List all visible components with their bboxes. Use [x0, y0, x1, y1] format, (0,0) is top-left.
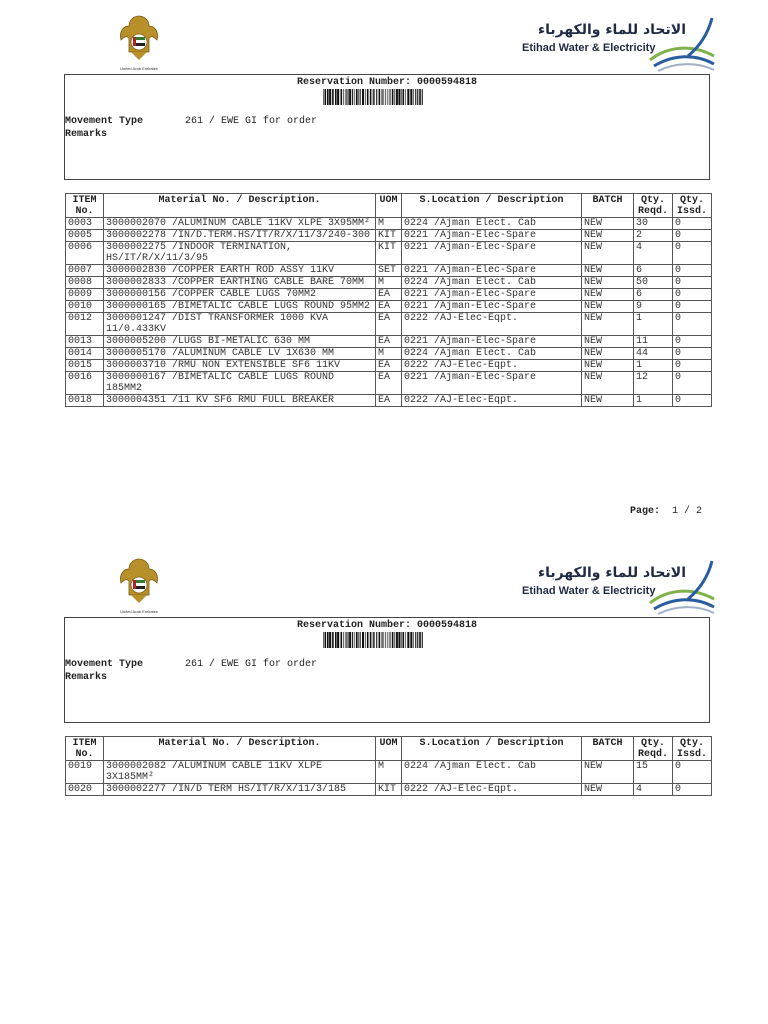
- barcode-bar: [327, 632, 329, 648]
- barcode-bar: [362, 89, 364, 105]
- barcode-bar: [370, 632, 372, 648]
- cell-batch: NEW: [582, 761, 634, 784]
- cell-qty-issd: 0: [673, 336, 712, 348]
- items-table: [65, 193, 712, 407]
- barcode-bar: [343, 632, 344, 648]
- barcode-bar: [356, 89, 358, 105]
- cell-location: 0222 /AJ-Elec-Eqpt.: [402, 395, 582, 407]
- barcode-bar: [382, 632, 383, 648]
- barcode-bar: [345, 89, 346, 105]
- barcode-bar: [422, 89, 423, 105]
- reservation-number: 0000594818: [417, 77, 478, 88]
- cell-uom: M: [376, 277, 402, 289]
- cell-uom: EA: [376, 289, 402, 301]
- cell-location: 0221 /Ajman-Elec-Spare: [402, 265, 582, 277]
- cell-qty-issd: 0: [673, 218, 712, 230]
- col-header-batch: BATCH: [582, 194, 634, 218]
- cell-batch: NEW: [582, 289, 634, 301]
- cell-qty-issd: 0: [673, 265, 712, 277]
- wave-logo-icon: [648, 16, 718, 74]
- table-row: [66, 372, 712, 395]
- col-header-batch: BATCH: [582, 737, 634, 761]
- barcode-bar: [387, 632, 388, 648]
- cell-location: 0221 /Ajman-Elec-Spare: [402, 336, 582, 348]
- cell-qty-issd: 0: [673, 277, 712, 289]
- barcode-bar: [390, 89, 391, 105]
- barcode-bar: [365, 632, 366, 648]
- cell-batch: NEW: [582, 242, 634, 265]
- barcode-bar: [352, 632, 353, 648]
- cell-item: 0015: [66, 360, 104, 372]
- cell-location: 0221 /Ajman-Elec-Spare: [402, 230, 582, 242]
- barcode-bar: [332, 632, 334, 648]
- cell-qty-issd: 0: [673, 289, 712, 301]
- cell-location: 0222 /AJ-Elec-Eqpt.: [402, 784, 582, 796]
- reservation-label: Reservation Number:: [296, 77, 411, 88]
- cell-item: 0013: [66, 336, 104, 348]
- cell-qty-issd: 0: [673, 372, 712, 395]
- barcode-bar: [325, 632, 327, 648]
- cell-material: 3000002070 /ALUMINUM CABLE 11KV XLPE 3X95MM²: [104, 218, 376, 230]
- cell-batch: NEW: [582, 301, 634, 313]
- barcode-bar: [376, 632, 377, 648]
- cell-qty-issd: 0: [673, 395, 712, 407]
- cell-location: 0222 /AJ-Elec-Eqpt.: [402, 313, 582, 336]
- cell-qty-reqd: 2: [634, 230, 673, 242]
- cell-item: 0008: [66, 277, 104, 289]
- cell-location: 0221 /Ajman-Elec-Spare: [402, 301, 582, 313]
- cell-uom: KIT: [376, 230, 402, 242]
- table-header-row: [66, 194, 712, 218]
- remarks-label: Remarks: [65, 129, 108, 140]
- cell-qty-reqd: 50: [634, 277, 673, 289]
- barcode-bar: [384, 632, 385, 648]
- movement-type-label: Movement Type: [65, 116, 144, 127]
- barcode-bar: [387, 89, 388, 105]
- cell-location: 0221 /Ajman-Elec-Spare: [402, 289, 582, 301]
- cell-material: 3000000167 /BIMETALIC CABLE LUGS ROUND 185MM2: [104, 372, 376, 395]
- cell-batch: NEW: [582, 360, 634, 372]
- cell-batch: NEW: [582, 313, 634, 336]
- cell-material: 3000002082 /ALUMINUM CABLE 11KV XLPE 3X185MM²: [104, 761, 376, 784]
- barcode-bar: [346, 632, 347, 648]
- barcode-bar: [343, 89, 344, 105]
- barcode-bar: [335, 632, 337, 648]
- table-row: [66, 277, 712, 289]
- cell-uom: EA: [376, 395, 402, 407]
- cell-location: 0224 /Ajman Elect. Cab: [402, 348, 582, 360]
- cell-qty-reqd: 44: [634, 348, 673, 360]
- cell-material: 3000003710 /RMU NON EXTENSIBLE SF6 11KV: [104, 360, 376, 372]
- cell-material: 3000002833 /COPPER EARTHING CABLE BARE 70MM: [104, 277, 376, 289]
- table-row: [66, 218, 712, 230]
- cell-qty-reqd: 4: [634, 242, 673, 265]
- reservation-label: Reservation Number:: [296, 620, 411, 631]
- barcode-bar: [373, 89, 374, 105]
- barcode-bar: [389, 89, 390, 105]
- barcode-bar: [384, 89, 385, 105]
- cell-material: 3000002277 /IN/D TERM HS/IT/R/X/11/3/185: [104, 784, 376, 796]
- barcode-bar: [413, 632, 414, 648]
- barcode-bar: [329, 89, 331, 105]
- reservation-header-box: [64, 74, 710, 180]
- barcode-bar: [358, 632, 359, 648]
- barcode-bar: [349, 632, 351, 648]
- barcode-bar: [401, 632, 402, 648]
- col-header-qty-issd: Qty. Issd.: [673, 194, 712, 218]
- barcode-bar: [392, 89, 394, 105]
- cell-uom: EA: [376, 301, 402, 313]
- movement-type-label: Movement Type: [65, 659, 144, 670]
- barcode-bar: [417, 89, 418, 105]
- barcode-bar: [390, 632, 391, 648]
- barcode-bar: [385, 89, 386, 105]
- cell-qty-issd: 0: [673, 301, 712, 313]
- barcode-bar: [403, 89, 404, 105]
- cell-qty-issd: 0: [673, 230, 712, 242]
- barcode-icon: [323, 89, 423, 105]
- table-header-row: [66, 737, 712, 761]
- cell-uom: KIT: [376, 242, 402, 265]
- cell-uom: EA: [376, 336, 402, 348]
- table-row: [66, 230, 712, 242]
- items-table-body: [66, 218, 712, 407]
- cell-qty-reqd: 6: [634, 265, 673, 277]
- cell-uom: EA: [376, 372, 402, 395]
- barcode-icon: [323, 632, 423, 648]
- cell-qty-reqd: 4: [634, 784, 673, 796]
- barcode-bar: [341, 89, 343, 105]
- cell-batch: NEW: [582, 348, 634, 360]
- cell-qty-issd: 0: [673, 242, 712, 265]
- cell-qty-issd: 0: [673, 784, 712, 796]
- cell-qty-reqd: 1: [634, 313, 673, 336]
- barcode-bar: [396, 632, 398, 648]
- barcode-bar: [332, 89, 334, 105]
- emblem-caption: United Arab Emirates: [120, 66, 158, 71]
- barcode-bar: [419, 632, 421, 648]
- barcode-bar: [394, 89, 395, 105]
- reservation-line: [65, 77, 709, 88]
- barcode-bar: [367, 89, 369, 105]
- barcode-bar: [355, 632, 356, 648]
- barcode-bar: [419, 89, 421, 105]
- cell-qty-issd: 0: [673, 313, 712, 336]
- barcode-bar: [398, 89, 400, 105]
- cell-material: 3000002278 /IN/D.TERM.HS/IT/R/X/11/3/240-300: [104, 230, 376, 242]
- cell-qty-reqd: 1: [634, 360, 673, 372]
- cell-item: 0010: [66, 301, 104, 313]
- cell-material: 3000002275 /INDOOR TERMINATION, HS/IT/R/X/11/3/95: [104, 242, 376, 265]
- wave-logo-icon: [648, 559, 718, 617]
- reservation-line: [65, 620, 709, 631]
- cell-qty-reqd: 30: [634, 218, 673, 230]
- table-row: [66, 761, 712, 784]
- items-table: [65, 736, 712, 796]
- col-header-material: Material No. / Description.: [104, 737, 376, 761]
- cell-batch: NEW: [582, 372, 634, 395]
- table-row: [66, 784, 712, 796]
- cell-qty-reqd: 6: [634, 289, 673, 301]
- col-header-uom: UOM: [376, 194, 402, 218]
- emblem-caption: United Arab Emirates: [120, 609, 158, 614]
- barcode-bar: [385, 632, 386, 648]
- cell-uom: EA: [376, 313, 402, 336]
- barcode-bar: [379, 632, 381, 648]
- cell-material: 3000001247 /DIST TRANSFORMER 1000 KVA 11/0.433KV: [104, 313, 376, 336]
- barcode-bar: [360, 632, 361, 648]
- barcode-bar: [337, 632, 339, 648]
- barcode-bar: [415, 632, 416, 648]
- cell-qty-reqd: 1: [634, 395, 673, 407]
- col-header-material: Material No. / Description.: [104, 194, 376, 218]
- col-header-qty-issd: Qty. Issd.: [673, 737, 712, 761]
- cell-material: 3000004351 /11 KV SF6 RMU FULL BREAKER: [104, 395, 376, 407]
- barcode-bar: [376, 89, 377, 105]
- table-row: [66, 301, 712, 313]
- items-table-body: [66, 761, 712, 796]
- cell-location: 0222 /AJ-Elec-Eqpt.: [402, 360, 582, 372]
- barcode-bar: [396, 89, 398, 105]
- barcode-bar: [394, 632, 395, 648]
- barcode-bar: [374, 632, 375, 648]
- table-row: [66, 242, 712, 265]
- uae-emblem-icon: [115, 555, 163, 617]
- table-row: [66, 336, 712, 348]
- barcode-bar: [405, 632, 406, 648]
- org-name-arabic: الاتحاد للماء والكهرباء: [537, 22, 686, 38]
- cell-qty-reqd: 15: [634, 761, 673, 784]
- barcode-bar: [407, 632, 409, 648]
- barcode-bar: [389, 632, 390, 648]
- cell-qty-issd: 0: [673, 761, 712, 784]
- org-name-arabic: الاتحاد للماء والكهرباء: [537, 565, 686, 581]
- col-header-item: ITEM No.: [66, 194, 104, 218]
- reservation-number: 0000594818: [417, 620, 478, 631]
- cell-item: 0003: [66, 218, 104, 230]
- cell-item: 0018: [66, 395, 104, 407]
- barcode-bar: [346, 89, 347, 105]
- cell-location: 0224 /Ajman Elect. Cab: [402, 218, 582, 230]
- barcode-bar: [379, 89, 381, 105]
- barcode-bar: [373, 632, 374, 648]
- cell-batch: NEW: [582, 336, 634, 348]
- cell-location: 0224 /Ajman Elect. Cab: [402, 761, 582, 784]
- barcode-bar: [367, 632, 369, 648]
- cell-location: 0224 /Ajman Elect. Cab: [402, 277, 582, 289]
- barcode-bar: [349, 89, 351, 105]
- cell-qty-issd: 0: [673, 360, 712, 372]
- barcode-bar: [337, 89, 339, 105]
- barcode-bar: [365, 89, 366, 105]
- cell-uom: EA: [376, 360, 402, 372]
- cell-qty-reqd: 9: [634, 301, 673, 313]
- col-header-item: ITEM No.: [66, 737, 104, 761]
- remarks-label: Remarks: [65, 672, 108, 683]
- barcode-bar: [360, 89, 361, 105]
- cell-item: 0014: [66, 348, 104, 360]
- barcode-bar: [323, 632, 324, 648]
- cell-batch: NEW: [582, 277, 634, 289]
- barcode-bar: [329, 632, 331, 648]
- col-header-location: S.Location / Description: [402, 194, 582, 218]
- uae-emblem-icon: [115, 12, 163, 74]
- cell-qty-reqd: 12: [634, 372, 673, 395]
- cell-batch: NEW: [582, 218, 634, 230]
- barcode-bar: [405, 89, 406, 105]
- col-header-qty-reqd: Qty. Reqd.: [634, 737, 673, 761]
- barcode-bar: [358, 89, 359, 105]
- col-header-qty-reqd: Qty. Reqd.: [634, 194, 673, 218]
- barcode-bar: [370, 89, 372, 105]
- col-header-location: S.Location / Description: [402, 737, 582, 761]
- cell-location: 0221 /Ajman-Elec-Spare: [402, 372, 582, 395]
- barcode-bar: [401, 89, 402, 105]
- barcode-bar: [335, 89, 337, 105]
- barcode-bar: [398, 632, 400, 648]
- barcode-bar: [413, 89, 414, 105]
- cell-uom: M: [376, 348, 402, 360]
- barcode-bar: [325, 89, 327, 105]
- barcode-bar: [327, 89, 329, 105]
- cell-qty-issd: 0: [673, 348, 712, 360]
- table-row: [66, 360, 712, 372]
- barcode-bar: [410, 632, 412, 648]
- barcode-bar: [374, 89, 375, 105]
- movement-type-value: 261 / EWE GI for order: [185, 659, 318, 670]
- table-row: [66, 395, 712, 407]
- barcode-bar: [348, 89, 349, 105]
- org-name-english: Etihad Water & Electricity: [522, 585, 656, 597]
- barcode-bar: [415, 89, 416, 105]
- barcode-bar: [417, 632, 418, 648]
- org-name-english: Etihad Water & Electricity: [522, 42, 656, 54]
- cell-uom: M: [376, 761, 402, 784]
- cell-item: 0016: [66, 372, 104, 395]
- cell-uom: KIT: [376, 784, 402, 796]
- cell-item: 0019: [66, 761, 104, 784]
- table-row: [66, 313, 712, 336]
- page-indicator: [630, 506, 702, 517]
- barcode-bar: [422, 632, 423, 648]
- barcode-bar: [348, 632, 349, 648]
- table-row: [66, 348, 712, 360]
- cell-material: 3000005200 /LUGS BI-METALIC 630 MM: [104, 336, 376, 348]
- movement-type-value: 261 / EWE GI for order: [185, 116, 318, 127]
- cell-batch: NEW: [582, 230, 634, 242]
- table-row: [66, 265, 712, 277]
- cell-batch: NEW: [582, 784, 634, 796]
- barcode-bar: [392, 632, 394, 648]
- barcode-bar: [410, 89, 412, 105]
- cell-material: 3000000156 /COPPER CABLE LUGS 70MM2: [104, 289, 376, 301]
- cell-batch: NEW: [582, 265, 634, 277]
- barcode-bar: [341, 632, 343, 648]
- cell-material: 3000005170 /ALUMINUM CABLE LV 1X630 MM: [104, 348, 376, 360]
- cell-item: 0005: [66, 230, 104, 242]
- cell-item: 0007: [66, 265, 104, 277]
- col-header-uom: UOM: [376, 737, 402, 761]
- cell-item: 0006: [66, 242, 104, 265]
- cell-location: 0221 /Ajman-Elec-Spare: [402, 242, 582, 265]
- barcode-bar: [323, 89, 324, 105]
- cell-item: 0012: [66, 313, 104, 336]
- cell-item: 0009: [66, 289, 104, 301]
- reservation-header-box: [64, 617, 710, 723]
- barcode-bar: [355, 89, 356, 105]
- cell-qty-reqd: 11: [634, 336, 673, 348]
- page-number: 1 / 2: [672, 506, 703, 517]
- cell-uom: SET: [376, 265, 402, 277]
- barcode-bar: [356, 632, 358, 648]
- barcode-bar: [403, 632, 404, 648]
- cell-material: 3000000165 /BIMETALIC CABLE LUGS ROUND 95MM2: [104, 301, 376, 313]
- barcode-bar: [382, 89, 383, 105]
- barcode-bar: [352, 89, 353, 105]
- cell-item: 0020: [66, 784, 104, 796]
- page-label: Page:: [630, 506, 661, 517]
- barcode-bar: [345, 632, 346, 648]
- barcode-bar: [362, 632, 364, 648]
- cell-batch: NEW: [582, 395, 634, 407]
- barcode-bar: [407, 89, 409, 105]
- cell-uom: M: [376, 218, 402, 230]
- table-row: [66, 289, 712, 301]
- cell-material: 3000002830 /COPPER EARTH ROD ASSY 11KV: [104, 265, 376, 277]
